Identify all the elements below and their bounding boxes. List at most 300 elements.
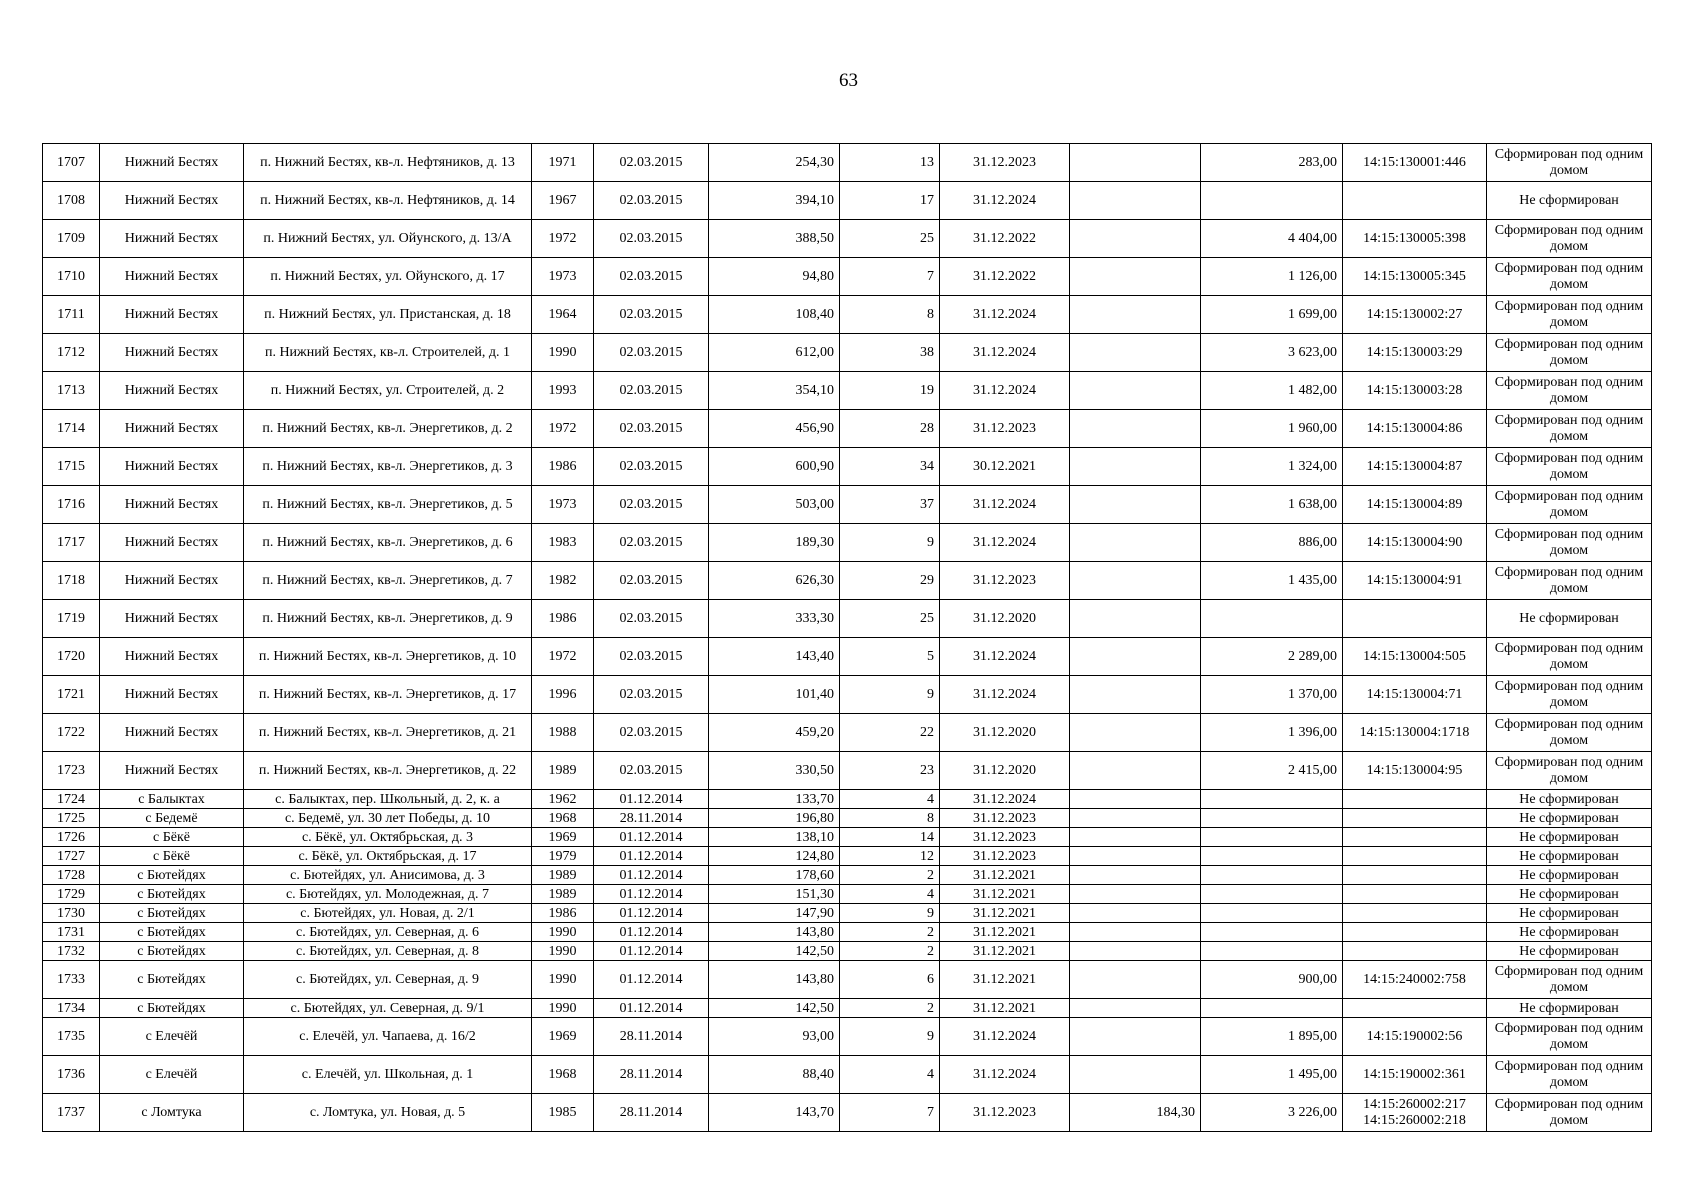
cell-date: 02.03.2015	[594, 144, 709, 182]
cell-land-area: 1 482,00	[1201, 372, 1343, 410]
cell-area: 143,80	[709, 961, 840, 999]
cell-address: с. Бютейдях, ул. Молодежная, д. 7	[244, 885, 532, 904]
cell-residents: 37	[840, 486, 940, 524]
cell-number: 1721	[43, 676, 100, 714]
cell-year: 1972	[532, 220, 594, 258]
cell-settlement: с Бютейдях	[100, 961, 244, 999]
cell-area: 143,70	[709, 1094, 840, 1132]
cell-year: 1986	[532, 448, 594, 486]
cell-residents: 17	[840, 182, 940, 220]
cell-residents: 2	[840, 866, 940, 885]
cell-residents: 34	[840, 448, 940, 486]
table-row	[43, 942, 1652, 961]
cell-deadline: 31.12.2024	[940, 182, 1070, 220]
cell-status: Не сформирован	[1487, 999, 1652, 1018]
cell-year: 1990	[532, 961, 594, 999]
cell-status: Сформирован под одним домом	[1487, 676, 1652, 714]
cell-year: 1968	[532, 809, 594, 828]
cell-year: 1979	[532, 847, 594, 866]
cell-date: 02.03.2015	[594, 486, 709, 524]
cell-number: 1734	[43, 999, 100, 1018]
cell-date: 01.12.2014	[594, 847, 709, 866]
cell-land-area: 283,00	[1201, 144, 1343, 182]
table-row	[43, 486, 1652, 524]
cell-land-area	[1201, 999, 1343, 1018]
cell-land-area	[1201, 809, 1343, 828]
table-row	[43, 296, 1652, 334]
cell-residents: 38	[840, 334, 940, 372]
cell-deadline: 31.12.2023	[940, 1094, 1070, 1132]
cell-extra-area	[1070, 486, 1201, 524]
cell-cadastral	[1343, 904, 1487, 923]
cell-year: 1964	[532, 296, 594, 334]
cell-year: 1990	[532, 999, 594, 1018]
cell-deadline: 31.12.2024	[940, 638, 1070, 676]
cell-residents: 29	[840, 562, 940, 600]
cell-cadastral	[1343, 847, 1487, 866]
cell-extra-area	[1070, 1018, 1201, 1056]
cell-status: Сформирован под одним домом	[1487, 144, 1652, 182]
cell-date: 02.03.2015	[594, 372, 709, 410]
cell-extra-area	[1070, 752, 1201, 790]
cell-year: 1989	[532, 885, 594, 904]
cell-extra-area	[1070, 562, 1201, 600]
cell-land-area: 1 895,00	[1201, 1018, 1343, 1056]
cell-cadastral: 14:15:240002:758	[1343, 961, 1487, 999]
cell-cadastral: 14:15:130004:87	[1343, 448, 1487, 486]
cell-status: Сформирован под одним домом	[1487, 410, 1652, 448]
cell-date: 01.12.2014	[594, 923, 709, 942]
cell-residents: 2	[840, 999, 940, 1018]
cell-date: 01.12.2014	[594, 828, 709, 847]
cell-year: 1990	[532, 942, 594, 961]
cell-area: 388,50	[709, 220, 840, 258]
cell-deadline: 31.12.2024	[940, 372, 1070, 410]
cell-settlement: Нижний Бестях	[100, 410, 244, 448]
cell-extra-area	[1070, 220, 1201, 258]
cell-number: 1724	[43, 790, 100, 809]
cell-extra-area	[1070, 258, 1201, 296]
cell-cadastral	[1343, 999, 1487, 1018]
cell-cadastral: 14:15:130001:446	[1343, 144, 1487, 182]
cell-extra-area	[1070, 714, 1201, 752]
cell-year: 1988	[532, 714, 594, 752]
cell-land-area	[1201, 885, 1343, 904]
cell-deadline: 31.12.2020	[940, 714, 1070, 752]
cell-deadline: 31.12.2021	[940, 999, 1070, 1018]
cell-area: 94,80	[709, 258, 840, 296]
cell-area: 143,40	[709, 638, 840, 676]
page-number: 63	[839, 70, 858, 91]
cell-number: 1729	[43, 885, 100, 904]
cell-year: 1969	[532, 828, 594, 847]
cell-status: Не сформирован	[1487, 182, 1652, 220]
cell-extra-area	[1070, 448, 1201, 486]
cell-area: 178,60	[709, 866, 840, 885]
cell-address: п. Нижний Бестях, кв-л. Строителей, д. 1	[244, 334, 532, 372]
cell-settlement: Нижний Бестях	[100, 714, 244, 752]
cell-number: 1709	[43, 220, 100, 258]
cell-year: 1969	[532, 1018, 594, 1056]
cell-year: 1986	[532, 600, 594, 638]
cell-deadline: 31.12.2024	[940, 676, 1070, 714]
cell-number: 1727	[43, 847, 100, 866]
cell-land-area	[1201, 790, 1343, 809]
cell-date: 02.03.2015	[594, 448, 709, 486]
cell-year: 1962	[532, 790, 594, 809]
cell-area: 147,90	[709, 904, 840, 923]
cell-deadline: 31.12.2023	[940, 410, 1070, 448]
cell-address: п. Нижний Бестях, кв-л. Энергетиков, д. 9	[244, 600, 532, 638]
cell-cadastral: 14:15:130004:1718	[1343, 714, 1487, 752]
cell-land-area: 1 638,00	[1201, 486, 1343, 524]
cell-cadastral: 14:15:130004:505	[1343, 638, 1487, 676]
cell-date: 02.03.2015	[594, 182, 709, 220]
cell-cadastral: 14:15:130004:95	[1343, 752, 1487, 790]
cell-extra-area	[1070, 372, 1201, 410]
cell-settlement: с Балыктах	[100, 790, 244, 809]
cell-residents: 5	[840, 638, 940, 676]
cell-deadline: 31.12.2024	[940, 334, 1070, 372]
cell-area: 93,00	[709, 1018, 840, 1056]
cell-date: 02.03.2015	[594, 600, 709, 638]
table-row	[43, 1056, 1652, 1094]
cell-residents: 7	[840, 1094, 940, 1132]
cell-cadastral	[1343, 182, 1487, 220]
table-row	[43, 885, 1652, 904]
cell-address: п. Нижний Бестях, ул. Ойунского, д. 13/А	[244, 220, 532, 258]
table-row	[43, 923, 1652, 942]
table-row	[43, 638, 1652, 676]
cell-deadline: 31.12.2023	[940, 847, 1070, 866]
cell-area: 108,40	[709, 296, 840, 334]
cell-date: 01.12.2014	[594, 961, 709, 999]
cell-land-area: 1 324,00	[1201, 448, 1343, 486]
cell-land-area: 1 396,00	[1201, 714, 1343, 752]
cell-date: 02.03.2015	[594, 410, 709, 448]
cell-address: с. Бютейдях, ул. Новая, д. 2/1	[244, 904, 532, 923]
cell-year: 1971	[532, 144, 594, 182]
cell-number: 1713	[43, 372, 100, 410]
cell-land-area: 1 370,00	[1201, 676, 1343, 714]
cell-area: 124,80	[709, 847, 840, 866]
table-row	[43, 600, 1652, 638]
cell-land-area	[1201, 600, 1343, 638]
cell-settlement: с Бедемё	[100, 809, 244, 828]
cell-address: п. Нижний Бестях, ул. Ойунского, д. 17	[244, 258, 532, 296]
table-row	[43, 1094, 1652, 1132]
cell-status: Не сформирован	[1487, 904, 1652, 923]
table-row	[43, 334, 1652, 372]
cell-residents: 6	[840, 961, 940, 999]
cell-date: 02.03.2015	[594, 220, 709, 258]
cell-cadastral	[1343, 809, 1487, 828]
cell-land-area: 1 960,00	[1201, 410, 1343, 448]
cell-area: 254,30	[709, 144, 840, 182]
cell-address: с. Бедемё, ул. 30 лет Победы, д. 10	[244, 809, 532, 828]
cell-cadastral: 14:15:130003:29	[1343, 334, 1487, 372]
cell-address: с. Бёкё, ул. Октябрьская, д. 3	[244, 828, 532, 847]
cell-status: Сформирован под одним домом	[1487, 258, 1652, 296]
cell-area: 151,30	[709, 885, 840, 904]
cell-deadline: 31.12.2023	[940, 144, 1070, 182]
table-row	[43, 828, 1652, 847]
cell-status: Не сформирован	[1487, 790, 1652, 809]
cell-address: п. Нижний Бестях, кв-л. Нефтяников, д. 13	[244, 144, 532, 182]
cell-number: 1710	[43, 258, 100, 296]
table-row	[43, 866, 1652, 885]
cell-extra-area	[1070, 296, 1201, 334]
cell-extra-area	[1070, 410, 1201, 448]
cell-area: 459,20	[709, 714, 840, 752]
cell-extra-area	[1070, 809, 1201, 828]
cell-extra-area: 184,30	[1070, 1094, 1201, 1132]
cell-number: 1737	[43, 1094, 100, 1132]
cell-status: Не сформирован	[1487, 866, 1652, 885]
cell-area: 196,80	[709, 809, 840, 828]
cell-address: с. Елечёй, ул. Школьная, д. 1	[244, 1056, 532, 1094]
cell-number: 1732	[43, 942, 100, 961]
cell-status: Не сформирован	[1487, 847, 1652, 866]
cell-status: Не сформирован	[1487, 600, 1652, 638]
cell-status: Сформирован под одним домом	[1487, 372, 1652, 410]
cell-cadastral	[1343, 600, 1487, 638]
cell-date: 01.12.2014	[594, 885, 709, 904]
cell-deadline: 31.12.2023	[940, 828, 1070, 847]
table-row	[43, 676, 1652, 714]
cell-deadline: 31.12.2024	[940, 1018, 1070, 1056]
cell-extra-area	[1070, 828, 1201, 847]
cell-extra-area	[1070, 866, 1201, 885]
cell-date: 01.12.2014	[594, 942, 709, 961]
cell-settlement: Нижний Бестях	[100, 334, 244, 372]
cell-address: с. Елечёй, ул. Чапаева, д. 16/2	[244, 1018, 532, 1056]
cell-status: Не сформирован	[1487, 809, 1652, 828]
cell-date: 01.12.2014	[594, 904, 709, 923]
table-row	[43, 258, 1652, 296]
cell-deadline: 31.12.2024	[940, 524, 1070, 562]
cell-date: 02.03.2015	[594, 334, 709, 372]
cell-land-area: 1 699,00	[1201, 296, 1343, 334]
cell-cadastral: 14:15:130005:398	[1343, 220, 1487, 258]
cell-extra-area	[1070, 923, 1201, 942]
cell-number: 1730	[43, 904, 100, 923]
cell-residents: 12	[840, 847, 940, 866]
cell-year: 1990	[532, 923, 594, 942]
cell-settlement: Нижний Бестях	[100, 562, 244, 600]
cell-settlement: с Бёкё	[100, 847, 244, 866]
cell-extra-area	[1070, 1056, 1201, 1094]
table-row	[43, 714, 1652, 752]
cell-number: 1708	[43, 182, 100, 220]
cell-land-area	[1201, 904, 1343, 923]
cell-settlement: Нижний Бестях	[100, 600, 244, 638]
cell-extra-area	[1070, 600, 1201, 638]
cell-deadline: 31.12.2021	[940, 904, 1070, 923]
cell-area: 142,50	[709, 999, 840, 1018]
cell-residents: 4	[840, 1056, 940, 1094]
cell-settlement: с Елечёй	[100, 1056, 244, 1094]
cell-number: 1722	[43, 714, 100, 752]
cell-settlement: Нижний Бестях	[100, 296, 244, 334]
cell-cadastral: 14:15:260002:217 14:15:260002:218	[1343, 1094, 1487, 1132]
cell-status: Сформирован под одним домом	[1487, 334, 1652, 372]
table-row	[43, 410, 1652, 448]
cell-land-area: 4 404,00	[1201, 220, 1343, 258]
cell-cadastral: 14:15:190002:361	[1343, 1056, 1487, 1094]
table-row	[43, 1018, 1652, 1056]
cell-residents: 25	[840, 220, 940, 258]
cell-status: Не сформирован	[1487, 828, 1652, 847]
table-row	[43, 562, 1652, 600]
cell-area: 133,70	[709, 790, 840, 809]
cell-settlement: Нижний Бестях	[100, 144, 244, 182]
table-row	[43, 524, 1652, 562]
cell-residents: 23	[840, 752, 940, 790]
cell-cadastral	[1343, 885, 1487, 904]
cell-date: 02.03.2015	[594, 676, 709, 714]
cell-cadastral	[1343, 866, 1487, 885]
cell-deadline: 31.12.2020	[940, 752, 1070, 790]
cell-year: 1990	[532, 334, 594, 372]
cell-number: 1707	[43, 144, 100, 182]
cell-year: 1973	[532, 258, 594, 296]
cell-residents: 9	[840, 524, 940, 562]
cell-deadline: 30.12.2021	[940, 448, 1070, 486]
cell-cadastral	[1343, 790, 1487, 809]
cell-status: Не сформирован	[1487, 942, 1652, 961]
cell-extra-area	[1070, 638, 1201, 676]
cell-cadastral: 14:15:130005:345	[1343, 258, 1487, 296]
cell-area: 626,30	[709, 562, 840, 600]
cell-settlement: с Елечёй	[100, 1018, 244, 1056]
cell-residents: 14	[840, 828, 940, 847]
cell-residents: 8	[840, 809, 940, 828]
cell-cadastral: 14:15:130002:27	[1343, 296, 1487, 334]
cell-status: Сформирован под одним домом	[1487, 714, 1652, 752]
cell-cadastral: 14:15:190002:56	[1343, 1018, 1487, 1056]
cell-extra-area	[1070, 847, 1201, 866]
cell-number: 1723	[43, 752, 100, 790]
cell-settlement: Нижний Бестях	[100, 486, 244, 524]
cell-settlement: с Бютейдях	[100, 904, 244, 923]
cell-date: 02.03.2015	[594, 258, 709, 296]
cell-year: 1973	[532, 486, 594, 524]
cell-settlement: с Бютейдях	[100, 885, 244, 904]
cell-settlement: Нижний Бестях	[100, 448, 244, 486]
cell-year: 1983	[532, 524, 594, 562]
cell-status: Сформирован под одним домом	[1487, 1018, 1652, 1056]
cell-deadline: 31.12.2023	[940, 562, 1070, 600]
cell-status: Не сформирован	[1487, 923, 1652, 942]
cell-deadline: 31.12.2022	[940, 258, 1070, 296]
cell-residents: 9	[840, 676, 940, 714]
cell-date: 28.11.2014	[594, 1056, 709, 1094]
cell-year: 1989	[532, 866, 594, 885]
cell-deadline: 31.12.2024	[940, 486, 1070, 524]
cell-address: п. Нижний Бестях, кв-л. Энергетиков, д. 2	[244, 410, 532, 448]
cell-address: п. Нижний Бестях, кв-л. Энергетиков, д. 17	[244, 676, 532, 714]
cell-number: 1711	[43, 296, 100, 334]
cell-address: с. Бютейдях, ул. Северная, д. 8	[244, 942, 532, 961]
cell-extra-area	[1070, 676, 1201, 714]
cell-settlement: с Ломтука	[100, 1094, 244, 1132]
cell-settlement: с Бютейдях	[100, 923, 244, 942]
cell-residents: 28	[840, 410, 940, 448]
cell-extra-area	[1070, 144, 1201, 182]
cell-status: Сформирован под одним домом	[1487, 524, 1652, 562]
cell-settlement: с Бёкё	[100, 828, 244, 847]
cell-residents: 4	[840, 885, 940, 904]
cell-number: 1714	[43, 410, 100, 448]
cell-date: 01.12.2014	[594, 999, 709, 1018]
cell-extra-area	[1070, 334, 1201, 372]
cell-land-area	[1201, 828, 1343, 847]
cell-land-area	[1201, 942, 1343, 961]
cell-cadastral	[1343, 942, 1487, 961]
cell-address: с. Бютейдях, ул. Анисимова, д. 3	[244, 866, 532, 885]
cell-land-area: 3 623,00	[1201, 334, 1343, 372]
cell-residents: 25	[840, 600, 940, 638]
cell-year: 1993	[532, 372, 594, 410]
cell-deadline: 31.12.2021	[940, 942, 1070, 961]
cell-area: 101,40	[709, 676, 840, 714]
cell-area: 612,00	[709, 334, 840, 372]
cell-settlement: Нижний Бестях	[100, 524, 244, 562]
cell-residents: 9	[840, 1018, 940, 1056]
cell-number: 1712	[43, 334, 100, 372]
cell-address: с. Бютейдях, ул. Северная, д. 6	[244, 923, 532, 942]
cell-date: 02.03.2015	[594, 638, 709, 676]
cell-address: п. Нижний Бестях, ул. Строителей, д. 2	[244, 372, 532, 410]
cell-date: 01.12.2014	[594, 866, 709, 885]
cell-settlement: Нижний Бестях	[100, 372, 244, 410]
cell-address: с. Ломтука, ул. Новая, д. 5	[244, 1094, 532, 1132]
cell-area: 354,10	[709, 372, 840, 410]
cell-land-area	[1201, 182, 1343, 220]
cell-status: Не сформирован	[1487, 885, 1652, 904]
cell-residents: 2	[840, 942, 940, 961]
cell-area: 143,80	[709, 923, 840, 942]
cell-address: п. Нижний Бестях, кв-л. Энергетиков, д. 6	[244, 524, 532, 562]
cell-extra-area	[1070, 999, 1201, 1018]
cell-date: 02.03.2015	[594, 714, 709, 752]
cell-cadastral: 14:15:130004:89	[1343, 486, 1487, 524]
cell-address: п. Нижний Бестях, кв-л. Энергетиков, д. 5	[244, 486, 532, 524]
cell-address: п. Нижний Бестях, кв-л. Энергетиков, д. 21	[244, 714, 532, 752]
cell-extra-area	[1070, 524, 1201, 562]
cell-number: 1725	[43, 809, 100, 828]
cell-address: с. Бёкё, ул. Октябрьская, д. 17	[244, 847, 532, 866]
cell-area: 88,40	[709, 1056, 840, 1094]
cell-status: Сформирован под одним домом	[1487, 1094, 1652, 1132]
cell-year: 1982	[532, 562, 594, 600]
table-row	[43, 372, 1652, 410]
cell-status: Сформирован под одним домом	[1487, 1056, 1652, 1094]
cell-deadline: 31.12.2022	[940, 220, 1070, 258]
table-row	[43, 144, 1652, 182]
cell-extra-area	[1070, 182, 1201, 220]
cell-settlement: Нижний Бестях	[100, 752, 244, 790]
cell-residents: 2	[840, 923, 940, 942]
cell-date: 02.03.2015	[594, 524, 709, 562]
cell-land-area: 900,00	[1201, 961, 1343, 999]
table-row	[43, 999, 1652, 1018]
cell-deadline: 31.12.2024	[940, 296, 1070, 334]
cell-extra-area	[1070, 904, 1201, 923]
cell-number: 1720	[43, 638, 100, 676]
table-row	[43, 809, 1652, 828]
